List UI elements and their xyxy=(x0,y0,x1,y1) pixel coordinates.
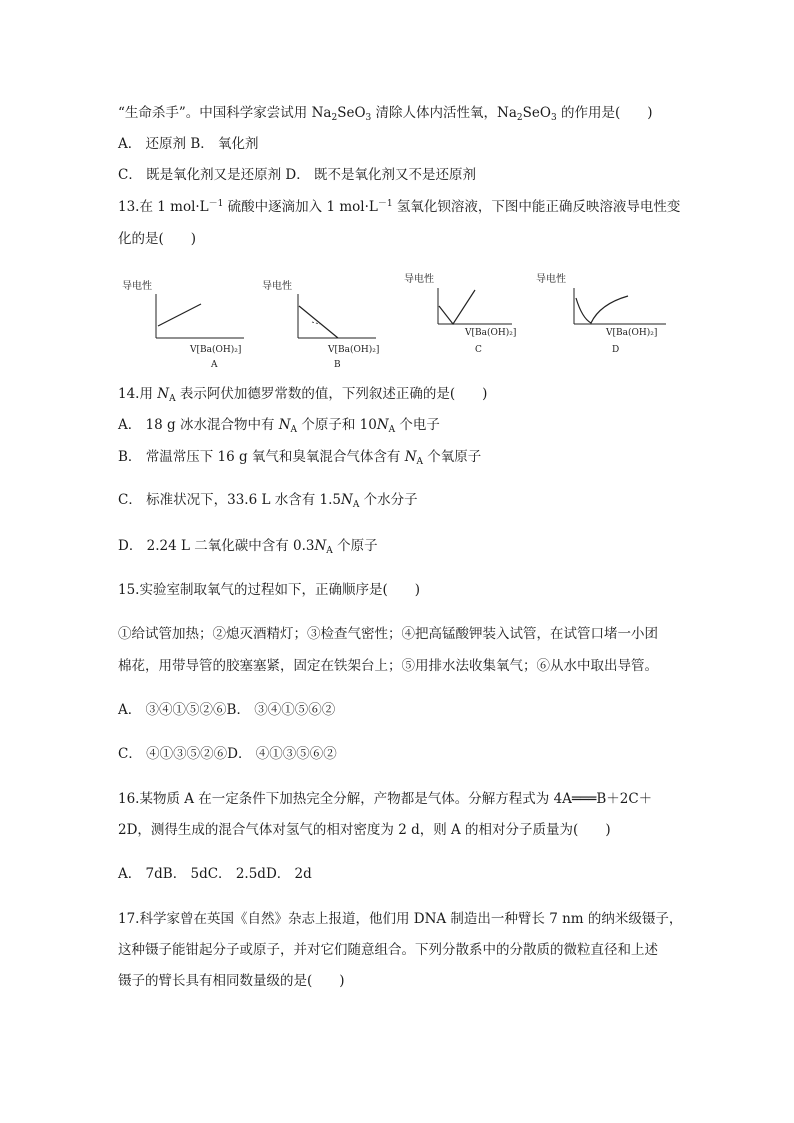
q16-options: A． 7dB． 5dC． 2.5dD． 2d xyxy=(118,866,312,882)
q14-stem: 14.用 $N_A$ 表示阿伏加德罗常数的值，下列叙述正确的是( ) xyxy=(118,386,488,404)
q17-stem-line2: 这种镊子能钳起分子或原子，并对它们随意组合。下列分散系中的分散质的微粒直径和上述 xyxy=(118,942,658,958)
graph-a-ylabel: 导电性 xyxy=(122,281,152,292)
q12-option-a-b: A． 还原剂 B． 氧化剂 xyxy=(118,136,259,152)
graph-b-svg xyxy=(262,276,397,371)
q12-option-c-d: C． 既是氧化剂又是还原剂 D． 既不是氧化剂又不是还原剂 xyxy=(118,167,477,183)
q16-stem-line1: 16.某物质 A 在一定条件下加热完全分解，产物都是气体。分解方程式为 4A═══B＋2C＋ xyxy=(118,791,653,807)
q15-stem: 15.实验室制取氧气的过程如下，正确顺序是( ) xyxy=(118,582,421,598)
graph-c xyxy=(404,268,539,367)
graph-d-svg xyxy=(536,268,671,363)
q14-option-b: B． 常温常压下 16 g 氧气和臭氧混合气体含有 $N_A$ 个氧原子 xyxy=(118,449,482,467)
q15-option-a-b: A． ③④①⑤②⑥B． ③④①⑤⑥② xyxy=(118,702,336,718)
graph-d-xlabel: V[Ba(OH)₂] xyxy=(606,328,658,338)
graph-b xyxy=(262,276,397,375)
graph-d-caption: D xyxy=(612,345,620,355)
graph-b-caption: B xyxy=(334,360,341,370)
graph-a-svg xyxy=(122,276,257,371)
graph-a xyxy=(122,276,257,375)
graph-d xyxy=(536,268,671,367)
q15-option-c-d: C． ④①③⑤②⑥D． ④①③⑤⑥② xyxy=(118,746,337,762)
graph-b-xlabel: V[Ba(OH)₂] xyxy=(328,345,380,355)
q12-stem: “生命杀手”。中国科学家尝试用 $Na_2SeO_3$ 清除人体内活性氧，$Na_2SeO_3$ 的作用是( ) xyxy=(118,105,653,123)
q13-stem-line2: 化的是( ) xyxy=(118,231,197,247)
graph-a-curve xyxy=(158,304,201,326)
graph-c-caption: C xyxy=(475,345,482,355)
graph-b-ylabel: 导电性 xyxy=(262,281,292,292)
q14-option-a: A． 18 g 冰水混合物中有 $N_A$ 个原子和 $10N_A$ 个电子 xyxy=(118,417,440,435)
graph-a-xlabel: V[Ba(OH)₂] xyxy=(190,345,242,355)
graph-a-caption: A xyxy=(211,360,218,370)
q15-steps-line2: 棉花，用带导管的胶塞塞紧，固定在铁架台上；⑤用排水法收集氧气；⑥从水中取出导管。 xyxy=(118,658,658,674)
q17-stem-line1: 17.科学家曾在英国《自然》杂志上报道，他们用 DNA 制造出一种臂长 7 nm 的纳米级镊子， xyxy=(118,911,683,927)
graph-b-curve xyxy=(299,306,338,338)
graph-c-curve xyxy=(439,290,475,324)
q14-option-c: C． 标准状况下，33.6 L 水含有 $1.5N_A$ 个水分子 xyxy=(118,492,418,510)
q15-steps-line1: ①给试管加热；②熄灭酒精灯；③检查气密性；④把高锰酸钾装入试管，在试管口堵一小团 xyxy=(118,626,658,642)
graph-c-ylabel: 导电性 xyxy=(404,274,434,285)
graph-c-svg xyxy=(404,268,539,363)
q14-option-d: D． 2.24 L 二氧化碳中含有 $0.3N_A$ 个原子 xyxy=(118,538,378,556)
graph-d-ylabel: 导电性 xyxy=(536,274,566,285)
graph-c-xlabel: V[Ba(OH)₂] xyxy=(465,328,517,338)
q16-stem-line2: 2D，测得生成的混合气体对氢气的相对密度为 2 d，则 A 的相对分子质量为( ) xyxy=(118,822,611,838)
graph-d-curve xyxy=(576,296,628,323)
q17-stem-line3: 镊子的臂长具有相同数量级的是( ) xyxy=(118,973,345,989)
q13-stem: 13.在 1 $mol\cdot L^{-1}$ 硫酸中逐滴加入 1 $mol\cdot L^{-1}$ 氢氧化钡溶液，下图中能正确反映溶液导电性变 xyxy=(118,199,681,215)
